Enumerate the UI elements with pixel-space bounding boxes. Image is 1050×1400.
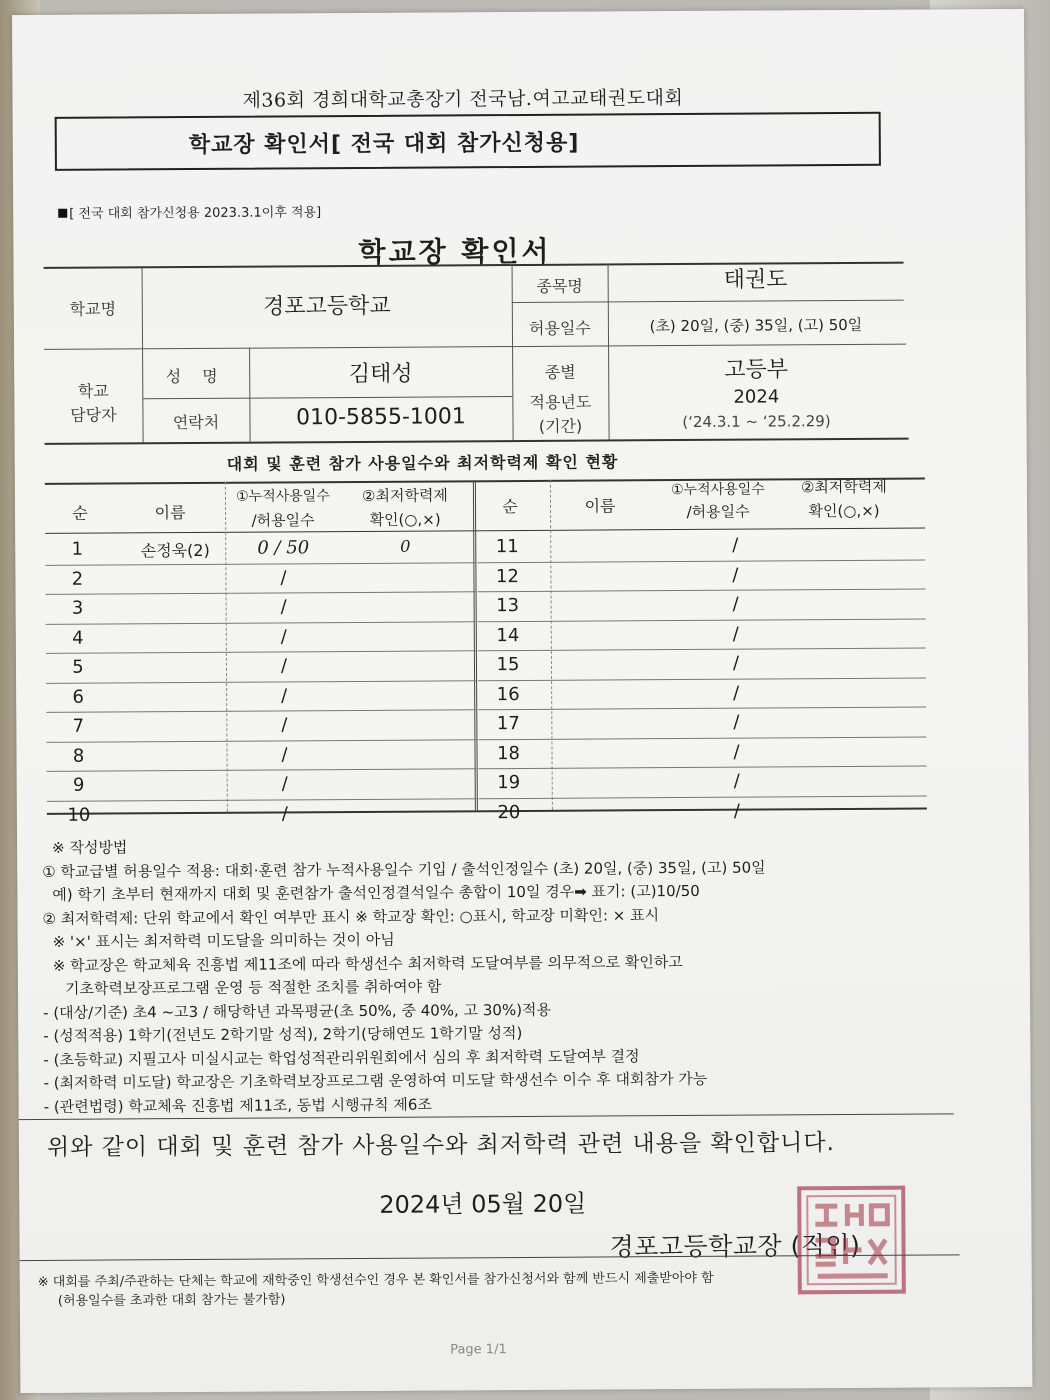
row-name bbox=[556, 653, 656, 654]
row-min-check bbox=[797, 799, 917, 800]
row-days: / bbox=[280, 655, 288, 677]
note-line: - (관련법령) 학교체육 진흥법 제11조, 동법 시행규칙 제6조 bbox=[43, 1095, 432, 1116]
col-no-header-right: 순 bbox=[502, 497, 518, 517]
col-days-header-1: ①누적사용일수 bbox=[236, 488, 330, 505]
row-min-check bbox=[796, 652, 916, 653]
row-days: / bbox=[732, 534, 739, 556]
competition-title: 제36회 경희대학교총장기 전국남.여고교태권도대회 bbox=[242, 86, 684, 112]
table-row-rule bbox=[478, 618, 926, 622]
signature-date: 2024년 05월 20일 bbox=[379, 1189, 587, 1219]
row-days: / bbox=[732, 593, 739, 615]
col-min-header-1: ②최저학력제 bbox=[361, 486, 448, 505]
footnote-line-1: ※ 대회를 주최/주관하는 단체는 학교에 재학중인 학생선수인 경우 본 확인서를 참가신청서와 함께 반드시 제출받아야 함 bbox=[37, 1270, 714, 1290]
page-number: Page 1/1 bbox=[450, 1342, 507, 1358]
row-days: / bbox=[280, 596, 287, 618]
note-line: ※ 학교장은 학교체육 진흥법 제11조에 따라 학생선수 최저학력 도달여부를 의무적으로 확인하고 bbox=[52, 952, 683, 975]
row-days: / bbox=[732, 623, 739, 645]
row-days: / bbox=[281, 743, 288, 765]
row-min-check bbox=[346, 743, 466, 744]
row-days: / bbox=[281, 802, 288, 824]
row-min-check: 0 bbox=[400, 536, 411, 556]
table-row-rule bbox=[46, 739, 476, 743]
row-days: / bbox=[280, 566, 287, 588]
row-min-check bbox=[796, 681, 916, 682]
status-table-title: 대회 및 훈련 참가 사용일수와 최저학력제 확인 현황 bbox=[226, 452, 619, 474]
table-row-rule bbox=[47, 798, 477, 802]
row-number: 1 bbox=[71, 538, 84, 560]
row-days: / bbox=[732, 652, 740, 674]
table-row-rule bbox=[46, 650, 476, 654]
col-min-header-2: 확인(○,×) bbox=[369, 510, 441, 529]
principal-signature: 경포고등학교장 (직인) bbox=[609, 1230, 861, 1262]
table-row-rule bbox=[478, 677, 926, 681]
row-number: 8 bbox=[72, 745, 85, 767]
bullet-square-icon bbox=[58, 209, 67, 218]
name-value: 김태성 bbox=[348, 361, 413, 388]
school-label: 학교명 bbox=[69, 299, 117, 319]
col-days-header-2: /허용일수 bbox=[251, 511, 315, 530]
row-days: / bbox=[733, 711, 740, 733]
row-min-check bbox=[345, 566, 465, 567]
row-days: / bbox=[733, 770, 740, 792]
row-days: / bbox=[733, 800, 740, 822]
note-line: ② 최저학력제: 단위 학교에서 확인 여부만 표시 ※ 학교장 확인: ○표시, 학교장 미확인: × 표시 bbox=[42, 905, 660, 928]
table-row-rule bbox=[478, 648, 926, 652]
row-name bbox=[126, 715, 226, 716]
col-min-header-right-1: ②최저학력제 bbox=[800, 477, 887, 497]
col-name-header-right: 이름 bbox=[584, 496, 616, 516]
row-min-check bbox=[796, 622, 916, 623]
allowed-days-value: (초) 20일, (중) 35일, (고) 50일 bbox=[649, 315, 863, 336]
row-number: 19 bbox=[497, 772, 521, 794]
instructions bbox=[42, 832, 924, 1119]
table-rule bbox=[142, 396, 512, 399]
row-min-check bbox=[346, 713, 466, 714]
row-name bbox=[126, 744, 226, 745]
table-border bbox=[45, 438, 909, 445]
title-box bbox=[55, 112, 881, 171]
row-number: 13 bbox=[496, 595, 520, 617]
row-number: 2 bbox=[71, 568, 84, 590]
row-number: 11 bbox=[495, 536, 519, 558]
col-days-header-right-2: /허용일수 bbox=[686, 502, 750, 521]
row-number: 7 bbox=[72, 715, 85, 737]
row-number: 15 bbox=[496, 654, 520, 676]
table-row-rule bbox=[46, 621, 476, 625]
row-min-check bbox=[796, 711, 916, 712]
footnote bbox=[38, 1269, 714, 1311]
note-line: ※ '×' 표시는 최저학력 미도달을 의미하는 것이 아님 bbox=[52, 930, 395, 951]
row-number: 9 bbox=[72, 774, 85, 796]
row-name bbox=[556, 712, 656, 713]
note-line: 예) 학기 초부터 현재까지 대회 및 훈련참가 출석인정결석일수 총합이 10일 경우➡ 표기: (고)10/50 bbox=[52, 881, 700, 904]
row-min-check bbox=[795, 563, 915, 564]
row-days: / bbox=[733, 741, 740, 763]
table-row-rule bbox=[46, 680, 476, 684]
col-name-header: 이름 bbox=[154, 503, 186, 523]
table-row-rule bbox=[478, 736, 926, 740]
row-number: 16 bbox=[496, 683, 520, 705]
row-min-check bbox=[346, 595, 466, 596]
row-number: 18 bbox=[497, 742, 521, 764]
table-rule bbox=[44, 344, 906, 350]
row-name bbox=[556, 624, 656, 625]
row-min-check bbox=[346, 684, 466, 685]
contact-label-1: 학교 bbox=[77, 381, 109, 401]
col-days-header-right-1: ①누적사용일수 bbox=[671, 481, 765, 499]
form-note-text: [ 전국 대회 참가신청용 2023.3.1이후 적용] bbox=[69, 205, 322, 222]
row-name bbox=[126, 656, 226, 657]
school-name: 경포고등학교 bbox=[262, 293, 391, 320]
row-days: / bbox=[732, 564, 739, 586]
row-days: / bbox=[281, 684, 288, 706]
phone-label: 연락처 bbox=[172, 412, 220, 433]
year-label-1: 적용년도 bbox=[529, 392, 592, 412]
box-title: 학교장 확인서[ 전국 대회 참가신청용] bbox=[188, 130, 580, 159]
name-label: 성 명 bbox=[165, 366, 226, 387]
note-line: ※ 작성방법 bbox=[52, 838, 128, 857]
note-line: 기초학력보장프로그램 운영 등 적절한 조치를 취하여야 함 bbox=[64, 977, 442, 998]
col-min-header-right-2: 확인(○,×) bbox=[808, 501, 880, 521]
main-title: 학교장 확인서 bbox=[358, 234, 552, 269]
row-number: 3 bbox=[71, 597, 84, 619]
row-days: / bbox=[281, 773, 288, 795]
row-name bbox=[556, 683, 656, 684]
row-days: / bbox=[280, 625, 287, 647]
note-line: - (성적적용) 1학기(전년도 2학기말 성적), 2학기(당해연도 1학기말 성적) bbox=[43, 1023, 523, 1045]
row-number: 17 bbox=[496, 713, 520, 735]
row-name bbox=[127, 803, 227, 804]
confirmation-statement: 위와 같이 대회 및 훈련 참가 사용일수와 최저학력 관련 내용을 확인합니다. bbox=[46, 1130, 835, 1161]
footnote-line-2: (허용일수를 초과한 대회 참가는 불가함) bbox=[57, 1292, 286, 1309]
row-number: 14 bbox=[496, 624, 520, 646]
form-note bbox=[58, 201, 321, 222]
note-line: - (최저학력 미도달) 학교장은 기초학력보장프로그램 운영하여 미도달 학생선수 이수 후 대회참가 가능 bbox=[43, 1069, 708, 1092]
allowed-days-label: 허용일수 bbox=[528, 318, 591, 338]
table-row-rule bbox=[46, 591, 476, 595]
row-name: 손정욱(2) bbox=[140, 540, 210, 561]
division-label: 종별 bbox=[544, 362, 576, 382]
table-row-rule bbox=[45, 562, 475, 566]
table-row-rule bbox=[479, 766, 927, 770]
note-line: ① 학교급별 허용일수 적용: 대회·훈련 참가 누적사용일수 기입 / 출석인정일수 (초) 20일, (중) 35일, (고) 50일 bbox=[42, 858, 766, 881]
table-row-rule bbox=[47, 768, 477, 772]
contact-label-2: 담당자 bbox=[70, 405, 117, 425]
row-name bbox=[556, 594, 656, 595]
note-line: - (대상/기준) 초4 ~고3 / 해당학년 과목평균(초 50%, 중 40%, 고 30%)적용 bbox=[43, 1000, 552, 1022]
table-row-rule bbox=[478, 707, 926, 711]
row-number: 6 bbox=[72, 686, 84, 708]
year-value: 2024 bbox=[733, 386, 780, 408]
row-name bbox=[555, 565, 655, 566]
row-number: 4 bbox=[72, 627, 84, 649]
row-name bbox=[556, 742, 656, 743]
row-number: 10 bbox=[67, 804, 91, 826]
row-min-check bbox=[796, 740, 916, 741]
row-days: / bbox=[733, 682, 740, 704]
official-seal-icon bbox=[791, 1180, 912, 1301]
row-name bbox=[127, 774, 227, 775]
table-rule bbox=[512, 300, 904, 303]
year-period: (‘24.3.1 ~ ‘25.2.29) bbox=[682, 412, 831, 432]
row-name bbox=[125, 567, 225, 568]
row-days: / bbox=[281, 714, 288, 736]
year-label-2: (기간) bbox=[538, 416, 583, 436]
event-label: 종목명 bbox=[536, 276, 583, 296]
table-row-rule bbox=[46, 709, 476, 713]
row-name bbox=[557, 771, 657, 772]
table-row-rule bbox=[477, 559, 925, 563]
document-page bbox=[12, 9, 1032, 1393]
row-number: 20 bbox=[497, 801, 521, 823]
col-no-header: 순 bbox=[72, 503, 88, 523]
row-number: 5 bbox=[72, 656, 84, 678]
table-rule bbox=[45, 528, 925, 534]
row-name bbox=[557, 801, 657, 802]
table-row-rule bbox=[479, 795, 927, 799]
row-name bbox=[126, 597, 226, 598]
row-min-check bbox=[796, 593, 916, 594]
row-name bbox=[555, 535, 655, 536]
row-min-check bbox=[347, 772, 467, 773]
note-line: - (초등학교) 지필고사 미실시교는 학업성적관리위원회에서 심의 후 최저학력 도달여부 결정 bbox=[43, 1046, 640, 1069]
row-min-check bbox=[346, 654, 466, 655]
row-min-check bbox=[346, 625, 466, 626]
row-days: 0 / 50 bbox=[257, 537, 310, 559]
row-min-check bbox=[347, 802, 467, 803]
phone-value: 010-5855-1001 bbox=[295, 404, 466, 431]
row-number: 12 bbox=[495, 565, 519, 587]
row-name bbox=[126, 626, 226, 627]
row-min-check bbox=[795, 534, 915, 535]
row-min-check bbox=[797, 770, 917, 771]
row-name bbox=[126, 685, 226, 686]
table-row-rule bbox=[478, 589, 926, 593]
division-value: 고등부 bbox=[724, 357, 789, 383]
event-value: 태권도 bbox=[723, 267, 788, 293]
